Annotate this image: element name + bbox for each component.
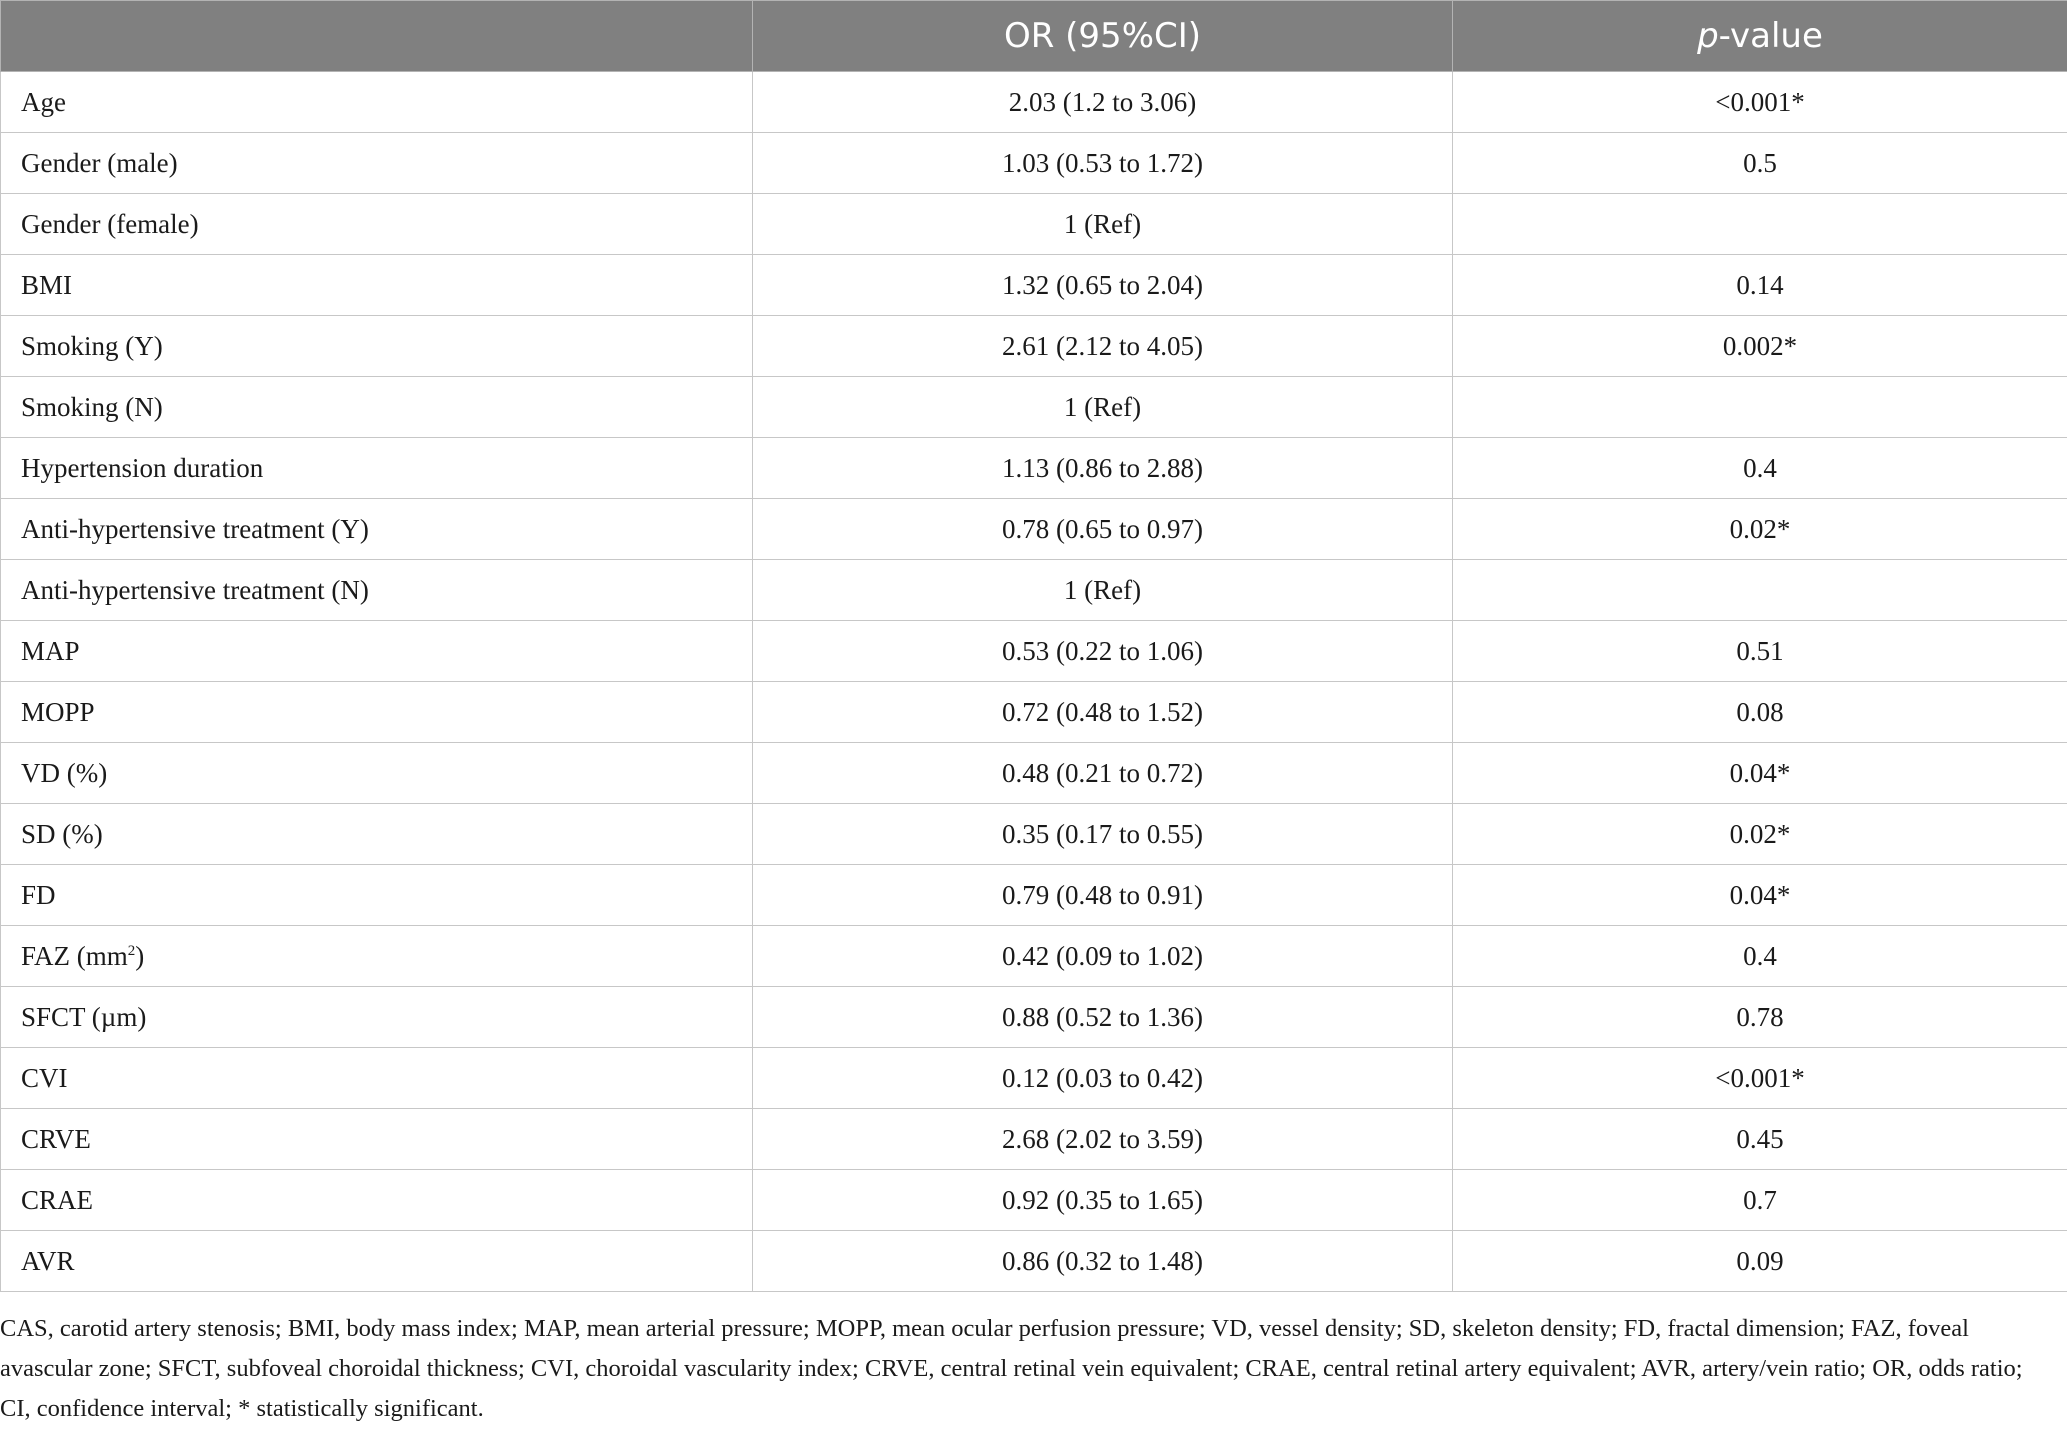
variable-label: Age bbox=[21, 86, 66, 117]
cell-variable bbox=[1, 377, 753, 438]
header-p-italic: p bbox=[1697, 16, 1719, 56]
cell-p-value: 0.78 bbox=[1453, 987, 2067, 1048]
variable-suffix: ) bbox=[135, 940, 145, 971]
variable-label: BMI bbox=[21, 269, 73, 300]
cell-variable bbox=[1, 865, 753, 926]
cell-or-ci: 0.53 (0.22 to 1.06) bbox=[753, 621, 1453, 682]
cell-or-ci: 0.35 (0.17 to 0.55) bbox=[753, 804, 1453, 865]
cell-p-value: 0.14 bbox=[1453, 255, 2067, 316]
table-row bbox=[1, 926, 2067, 987]
cell-variable bbox=[1, 560, 753, 621]
cell-variable bbox=[1, 438, 753, 499]
variable-label: Gender (male) bbox=[21, 147, 178, 178]
cell-or-ci: 1.13 (0.86 to 2.88) bbox=[753, 438, 1453, 499]
table-row bbox=[1, 1170, 2067, 1231]
cell-variable bbox=[1, 987, 753, 1048]
header-p-rest: -value bbox=[1718, 16, 1823, 56]
cell-p-value: 0.08 bbox=[1453, 682, 2067, 743]
cell-variable bbox=[1, 743, 753, 804]
table-header-row bbox=[1, 1, 2067, 72]
table-footnote: CAS, carotid artery stenosis; BMI, body mass index; MAP, mean arterial pressure; MOPP, mean ocular perfusion pressure; VD, vessel density; SD, skeleton density; FD, fractal dimension; FAZ, foveal avascular zone; SFCT, subfoveal choroidal thickness; CVI, choroidal vascularity index; CRVE, central retinal vein equivalent; CRAE, central retinal artery equivalent; AVR, artery/vein ratio; OR, odds ratio; CI, confidence interval; * statistically significant. bbox=[0, 1315, 2023, 1422]
cell-or-ci: 2.61 (2.12 to 4.05) bbox=[753, 316, 1453, 377]
cell-or-ci: 2.03 (1.2 to 3.06) bbox=[753, 72, 1453, 133]
cell-p-value: 0.51 bbox=[1453, 621, 2067, 682]
cell-p-value: 0.7 bbox=[1453, 1170, 2067, 1231]
variable-label: CRVE bbox=[21, 1123, 91, 1154]
cell-p-value: 0.45 bbox=[1453, 1109, 2067, 1170]
variable-label: Hypertension duration bbox=[21, 452, 264, 483]
variable-label: CRAE bbox=[21, 1184, 94, 1215]
cell-variable bbox=[1, 255, 753, 316]
cell-or-ci: 0.12 (0.03 to 0.42) bbox=[753, 1048, 1453, 1109]
cell-or-ci: 2.68 (2.02 to 3.59) bbox=[753, 1109, 1453, 1170]
header-variable bbox=[1, 1, 753, 72]
cell-p-value: 0.02* bbox=[1453, 804, 2067, 865]
table-row bbox=[1, 72, 2067, 133]
table-row bbox=[1, 987, 2067, 1048]
variable-superscript: 2 bbox=[127, 942, 136, 959]
variable-label: VD (%) bbox=[21, 757, 108, 788]
cell-p-value bbox=[1453, 377, 2067, 438]
cell-variable bbox=[1, 499, 753, 560]
cell-or-ci: 0.48 (0.21 to 0.72) bbox=[753, 743, 1453, 804]
table-row bbox=[1, 316, 2067, 377]
variable-label: Anti-hypertensive treatment (Y) bbox=[21, 513, 369, 544]
cell-variable bbox=[1, 1109, 753, 1170]
table-row bbox=[1, 621, 2067, 682]
cell-variable bbox=[1, 804, 753, 865]
table-row bbox=[1, 194, 2067, 255]
variable-label: SFCT (µm) bbox=[21, 1001, 147, 1032]
cell-variable bbox=[1, 682, 753, 743]
variable-label: SD (%) bbox=[21, 818, 103, 849]
table-row bbox=[1, 804, 2067, 865]
cell-variable bbox=[1, 133, 753, 194]
table-row bbox=[1, 133, 2067, 194]
table-row bbox=[1, 1109, 2067, 1170]
cell-p-value: <0.001* bbox=[1453, 72, 2067, 133]
cell-p-value bbox=[1453, 194, 2067, 255]
cell-or-ci: 1.03 (0.53 to 1.72) bbox=[753, 133, 1453, 194]
cell-p-value: 0.4 bbox=[1453, 926, 2067, 987]
table-row bbox=[1, 682, 2067, 743]
variable-label: Gender (female) bbox=[21, 208, 199, 239]
cell-variable bbox=[1, 72, 753, 133]
table-row bbox=[1, 438, 2067, 499]
cell-p-value: 0.02* bbox=[1453, 499, 2067, 560]
cell-variable bbox=[1, 1231, 753, 1292]
variable-label: FD bbox=[21, 879, 56, 910]
table-row bbox=[1, 743, 2067, 804]
variable-label: Smoking (N) bbox=[21, 391, 163, 422]
cell-p-value: 0.5 bbox=[1453, 133, 2067, 194]
cell-p-value: <0.001* bbox=[1453, 1048, 2067, 1109]
cell-or-ci: 0.92 (0.35 to 1.65) bbox=[753, 1170, 1453, 1231]
cell-variable bbox=[1, 621, 753, 682]
cell-or-ci: 0.79 (0.48 to 0.91) bbox=[753, 865, 1453, 926]
cell-or-ci: 0.86 (0.32 to 1.48) bbox=[753, 1231, 1453, 1292]
table-body bbox=[1, 72, 2067, 1292]
cell-p-value: 0.002* bbox=[1453, 316, 2067, 377]
cell-or-ci: 1 (Ref) bbox=[753, 194, 1453, 255]
variable-label: MOPP bbox=[21, 696, 95, 727]
variable-label: Smoking (Y) bbox=[21, 330, 163, 361]
variable-label: FAZ (mm bbox=[21, 940, 128, 971]
cell-variable bbox=[1, 1048, 753, 1109]
variable-label: Anti-hypertensive treatment (N) bbox=[21, 574, 369, 605]
variable-label: AVR bbox=[21, 1245, 75, 1276]
cell-or-ci: 0.42 (0.09 to 1.02) bbox=[753, 926, 1453, 987]
variable-label: MAP bbox=[21, 635, 80, 666]
cell-or-ci: 1 (Ref) bbox=[753, 377, 1453, 438]
cell-p-value: 0.04* bbox=[1453, 743, 2067, 804]
cell-variable bbox=[1, 926, 753, 987]
table-row bbox=[1, 865, 2067, 926]
cell-or-ci: 1.32 (0.65 to 2.04) bbox=[753, 255, 1453, 316]
cell-p-value: 0.4 bbox=[1453, 438, 2067, 499]
table-row bbox=[1, 1048, 2067, 1109]
cell-or-ci: 0.72 (0.48 to 1.52) bbox=[753, 682, 1453, 743]
header-p-value bbox=[1453, 1, 2067, 72]
cell-variable bbox=[1, 194, 753, 255]
cell-variable bbox=[1, 316, 753, 377]
cell-or-ci: 0.78 (0.65 to 0.97) bbox=[753, 499, 1453, 560]
cell-p-value bbox=[1453, 560, 2067, 621]
table-row bbox=[1, 255, 2067, 316]
cell-or-ci: 0.88 (0.52 to 1.36) bbox=[753, 987, 1453, 1048]
cell-or-ci: 1 (Ref) bbox=[753, 560, 1453, 621]
table-row bbox=[1, 1231, 2067, 1292]
header-or-ci: OR (95%CI) bbox=[753, 1, 1453, 72]
cell-variable bbox=[1, 1170, 753, 1231]
table-row bbox=[1, 499, 2067, 560]
table-row bbox=[1, 560, 2067, 621]
table-row bbox=[1, 377, 2067, 438]
cell-p-value: 0.09 bbox=[1453, 1231, 2067, 1292]
variable-label: CVI bbox=[21, 1062, 68, 1093]
cell-p-value: 0.04* bbox=[1453, 865, 2067, 926]
